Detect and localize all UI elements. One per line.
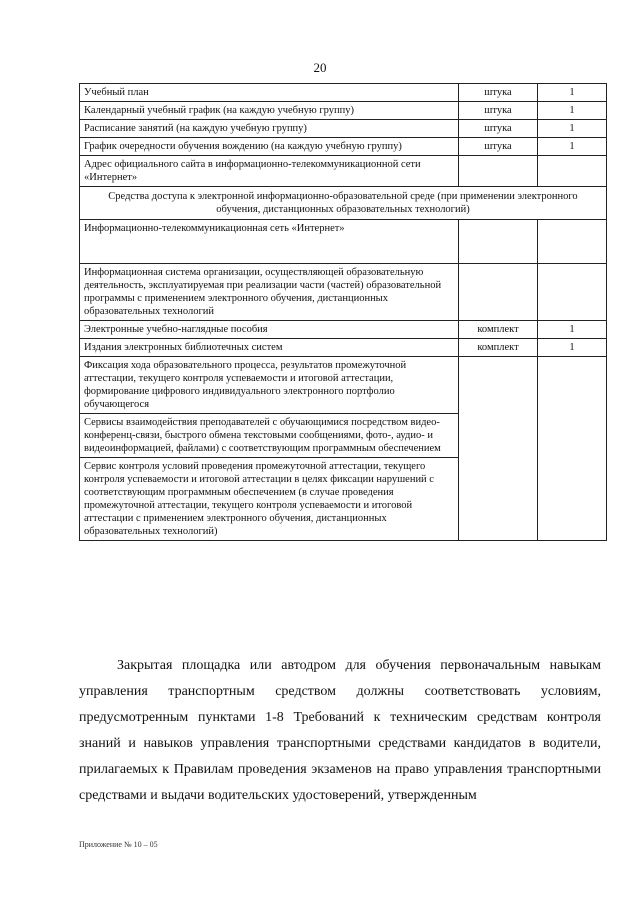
row-name: Адрес официального сайта в информационно-телекоммуникационной сети «Интернет» [80,156,459,187]
row-name: Фиксация хода образовательного процесса, результатов промежуточной аттестации, текущего контроля успеваемости и итоговой аттестации, формирование цифрового индивидуального электронного портфолио обучающегося [80,357,459,414]
section-header-row [80,187,607,220]
table-row [80,339,607,357]
table-row [80,264,607,321]
table-row [80,321,607,339]
row-qty: 1 [538,120,607,138]
row-qty [538,220,607,264]
row-unit [459,220,538,264]
row-unit: комплект [459,321,538,339]
row-unit: штука [459,84,538,102]
row-name: Календарный учебный график (на каждую учебную группу) [80,102,459,120]
body-paragraph [79,653,601,809]
row-name: Информационная система организации, осуществляющей образовательную деятельность, эксплуатируемая при реализации части (частей) образовательной программы с применением электронного обучения, дистанционных образовательных технологий [80,264,459,321]
row-unit: комплект [459,339,538,357]
row-unit: штука [459,102,538,120]
page-number: 20 [313,60,327,75]
row-unit: штука [459,138,538,156]
row-qty: 1 [538,84,607,102]
section-header: Средства доступа к электронной информационно-образовательной среде (при применении электронного обучения, дистанционных образовательных технологий) [80,187,607,220]
table-row [80,156,607,187]
table-row [80,102,607,120]
row-unit [459,264,538,321]
row-qty: 1 [538,102,607,120]
row-name: Расписание занятий (на каждую учебную группу) [80,120,459,138]
table-row [80,138,607,156]
row-unit [459,357,538,541]
row-name: Издания электронных библиотечных систем [80,339,459,357]
footer-note: Приложение № 10 – 05 [79,840,158,849]
row-name: График очередности обучения вождению (на каждую учебную группу) [80,138,459,156]
row-name: Учебный план [80,84,459,102]
row-qty: 1 [538,339,607,357]
row-qty [538,357,607,541]
row-name: Сервисы взаимодействия преподавателей с обучающимися посредством видео-конференц-связи, быстрого обмена текстовыми сообщениями, фото-, аудио- и видеоинформацией, файлами) с соответствующим программным обеспечением [80,414,459,458]
row-unit: штука [459,120,538,138]
table-row [80,84,607,102]
paragraph-text: Закрытая площадка или автодром для обучения первоначальным навыкам управления транспортным средством должны соответствовать условиям, предусмотренным пунктами 1-8 Требований к техническим средствам контроля знаний и навыков управления транспортными средствами кандидатов в водители, прилагаемых к Правилам проведения экзаменов на право управления транспортными средствами и выдачи водительских удостоверений, утвержденным [79,658,601,803]
row-name: Информационно-телекоммуникационная сеть «Интернет» [80,220,459,264]
row-qty: 1 [538,321,607,339]
row-qty [538,156,607,187]
table-row [80,120,607,138]
row-qty: 1 [538,138,607,156]
row-unit [459,156,538,187]
table-row [80,357,607,414]
requirements-table [79,83,607,541]
row-name: Сервис контроля условий проведения промежуточной аттестации, текущего контроля успеваемости и итоговой аттестации в целях фиксации нарушений с соответствующим программным обеспечением (в случае проведения промежуточной аттестации, текущего контроля успеваемости и итоговой аттестации с применением электронного обучения, дистанционных образовательных технологий) [80,458,459,541]
row-qty [538,264,607,321]
table-row [80,220,607,264]
row-name: Электронные учебно-наглядные пособия [80,321,459,339]
